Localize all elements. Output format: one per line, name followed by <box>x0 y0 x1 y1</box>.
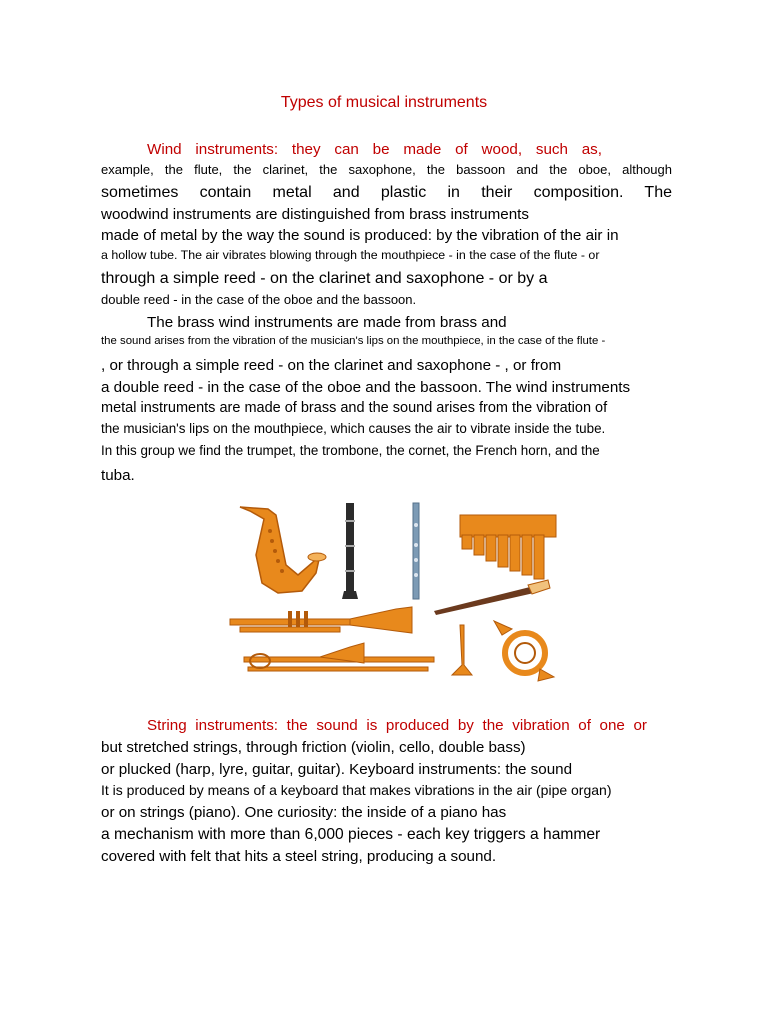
text-line: metal instruments are made of brass and the sound arises from the vibration of <box>101 400 608 416</box>
flute-image <box>413 503 419 599</box>
text-line: In this group we find the trumpet, the trombone, the cornet, the French horn, and the <box>101 443 600 458</box>
wind-instruments-illustration <box>220 495 560 685</box>
text-line: a hollow tube. The air vibrates blowing through the mouthpiece - in the case of the flute - or <box>101 248 600 262</box>
saxophone-image <box>240 507 326 593</box>
conical-horn-image <box>452 625 472 675</box>
text-line: The brass wind instruments are made from brass and <box>147 314 507 331</box>
clarinet-image <box>342 503 358 599</box>
text-line: made of metal by the way the sound is produced: by the vibration of the air in <box>101 227 619 244</box>
text-line: woodwind instruments are distinguished from brass instruments <box>101 206 529 223</box>
text-line: tuba. <box>101 467 135 484</box>
text-line: a double reed - in the case of the oboe and the bassoon. The wind instruments <box>101 379 631 396</box>
text-line: the musician's lips on the mouthpiece, which causes the air to vibrate inside the tube. <box>101 421 606 436</box>
text-line: It is produced by means of a keyboard that makes vibrations in the air (pipe organ) <box>101 782 612 798</box>
trumpet-image <box>230 607 412 633</box>
text-line: covered with felt that hits a steel string, producing a sound. <box>101 848 497 865</box>
text-line: or on strings (piano). One curiosity: the inside of a piano has <box>101 804 507 821</box>
text-line: example, the flute, the clarinet, the saxophone, the bassoon and the oboe, although <box>101 162 672 177</box>
page-title: Types of musical instruments <box>280 94 488 111</box>
pan-flute-image <box>460 515 556 579</box>
text-line: through a simple reed - on the clarinet and saxophone - or by a <box>101 270 548 287</box>
text-line: , or through a simple reed - on the clarinet and saxophone - , or from <box>101 357 562 374</box>
text-line: the sound arises from the vibration of the musician's lips on the mouthpiece, in the case of the flute - <box>101 335 606 347</box>
text-line: sometimes contain metal and plastic in their composition. The <box>101 184 672 201</box>
french-horn-image <box>494 621 554 681</box>
text-line: or plucked (harp, lyre, guitar, guitar). Keyboard instruments: the sound <box>101 761 573 778</box>
trombone-image <box>244 643 434 671</box>
recorder-image <box>434 580 550 615</box>
wind-instruments-heading: Wind instruments: they can be made of wood, such as, <box>147 141 602 158</box>
text-line: double reed - in the case of the oboe and the bassoon. <box>101 292 417 307</box>
text-line: but stretched strings, through friction (violin, cello, double bass) <box>101 739 526 756</box>
text-line: a mechanism with more than 6,000 pieces - each key triggers a hammer <box>101 826 601 843</box>
string-instruments-heading: String instruments: the sound is produced by the vibration of one or <box>147 717 647 734</box>
